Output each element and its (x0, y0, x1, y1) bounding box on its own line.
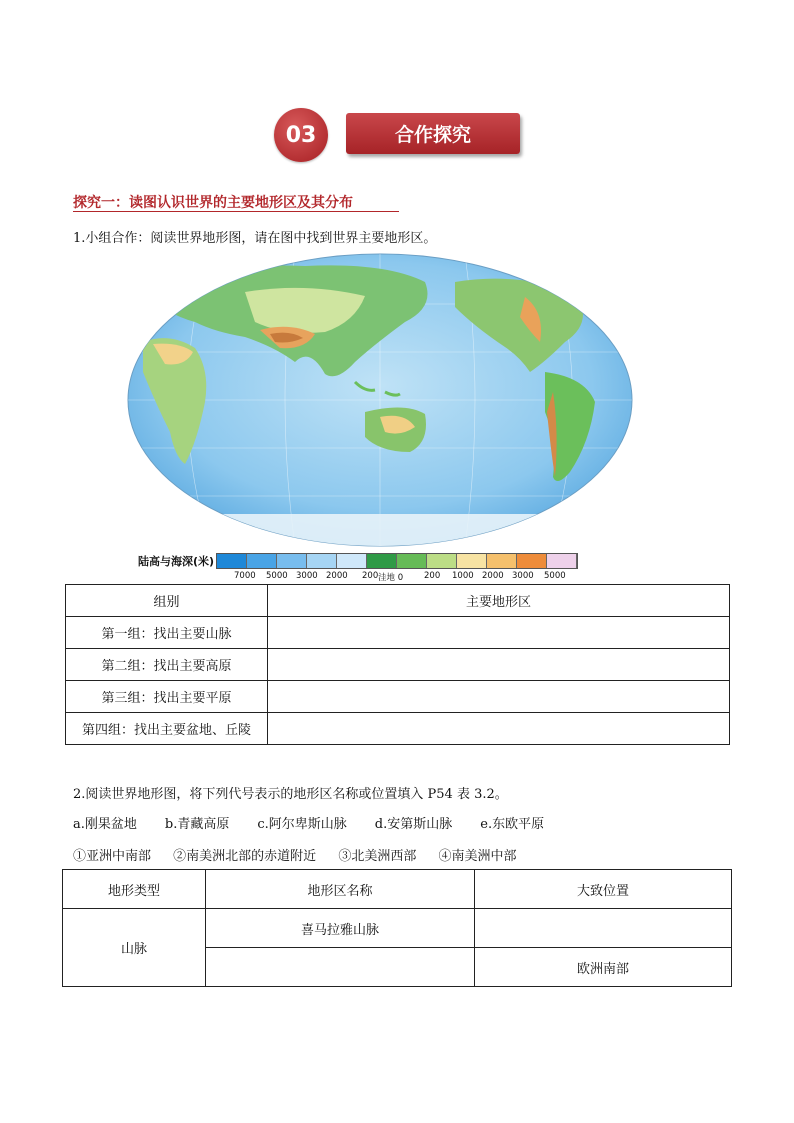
legend-tick: 洼地 0 (378, 573, 404, 583)
header-landform: 主要地形区 (268, 585, 730, 617)
legend-swatch (517, 554, 547, 568)
answer-cell[interactable] (268, 617, 730, 649)
table-row (66, 617, 730, 649)
group-label: 第二组：找出主要高原 (66, 649, 268, 681)
legend-swatch (367, 554, 397, 568)
option-item: c.阿尔卑斯山脉 (257, 817, 347, 832)
position-list (73, 845, 534, 864)
legend-color-bar (216, 553, 578, 569)
option-item: e.东欧平原 (480, 817, 545, 832)
section-title: 合作探究 (346, 113, 520, 154)
legend-tick: 2000 (326, 571, 348, 581)
map-legend (138, 553, 598, 583)
question-2: 2.阅读世界地形图，将下列代号表示的地形区名称或位置填入 P54 表 3.2。 (73, 787, 508, 802)
group-label: 第四组：找出主要盆地、丘陵 (66, 713, 268, 745)
table-row (66, 713, 730, 745)
answer-cell[interactable] (268, 713, 730, 745)
landform-table (62, 869, 732, 987)
option-item: d.安第斯山脉 (374, 817, 453, 832)
legend-swatch (217, 554, 247, 568)
legend-tick: 5000 (266, 571, 288, 581)
legend-tick: 2000 (482, 571, 504, 581)
header-name: 地形区名称 (206, 870, 475, 909)
position-item: ①亚洲中南部 (73, 849, 152, 864)
legend-swatch (547, 554, 577, 568)
legend-swatch (337, 554, 367, 568)
section-header (274, 108, 524, 160)
header-type: 地形类型 (63, 870, 206, 909)
legend-swatch (277, 554, 307, 568)
legend-tick: 7000 (234, 571, 256, 581)
position-item: ②南美洲北部的赤道附近 (173, 849, 317, 864)
header-group: 组别 (66, 585, 268, 617)
table-row (66, 649, 730, 681)
legend-label: 陆高与海深(米) (138, 555, 215, 568)
legend-swatch (427, 554, 457, 568)
legend-swatch (397, 554, 427, 568)
name-cell[interactable]: 喜马拉雅山脉 (206, 909, 475, 948)
legend-tick: 3000 (512, 571, 534, 581)
world-map (125, 252, 635, 552)
legend-swatch (457, 554, 487, 568)
explore-title: 探究一：读图认识世界的主要地形区及其分布 (73, 195, 353, 211)
location-cell[interactable] (475, 909, 732, 948)
name-cell[interactable] (206, 948, 475, 987)
legend-tick: 200 (362, 571, 379, 581)
option-list (73, 813, 572, 832)
legend-swatch (247, 554, 277, 568)
location-cell[interactable]: 欧洲南部 (475, 948, 732, 987)
position-item: ③北美洲西部 (338, 849, 417, 864)
position-item: ④南美洲中部 (438, 849, 517, 864)
option-item: a.刚果盆地 (73, 817, 137, 832)
legend-tick: 3000 (296, 571, 318, 581)
group-label: 第三组：找出主要平原 (66, 681, 268, 713)
question-1: 1.小组合作：阅读世界地形图，请在图中找到世界主要地形区。 (73, 231, 437, 246)
group-table (65, 584, 730, 745)
table-header-row (63, 870, 732, 909)
legend-swatch (487, 554, 517, 568)
legend-tick: 200 (424, 571, 441, 581)
answer-cell[interactable] (268, 681, 730, 713)
legend-swatch (307, 554, 337, 568)
header-location: 大致位置 (475, 870, 732, 909)
section-number: 03 (274, 108, 328, 162)
table-row (66, 681, 730, 713)
option-item: b.青藏高原 (164, 817, 230, 832)
table-header-row (66, 585, 730, 617)
world-map-image (125, 252, 635, 552)
answer-cell[interactable] (268, 649, 730, 681)
legend-tick: 5000 (544, 571, 566, 581)
table-row (63, 909, 732, 948)
explore-underline (73, 211, 399, 212)
type-cell: 山脉 (63, 909, 206, 987)
legend-ticks (216, 571, 596, 583)
group-label: 第一组：找出主要山脉 (66, 617, 268, 649)
legend-tick: 1000 (452, 571, 474, 581)
